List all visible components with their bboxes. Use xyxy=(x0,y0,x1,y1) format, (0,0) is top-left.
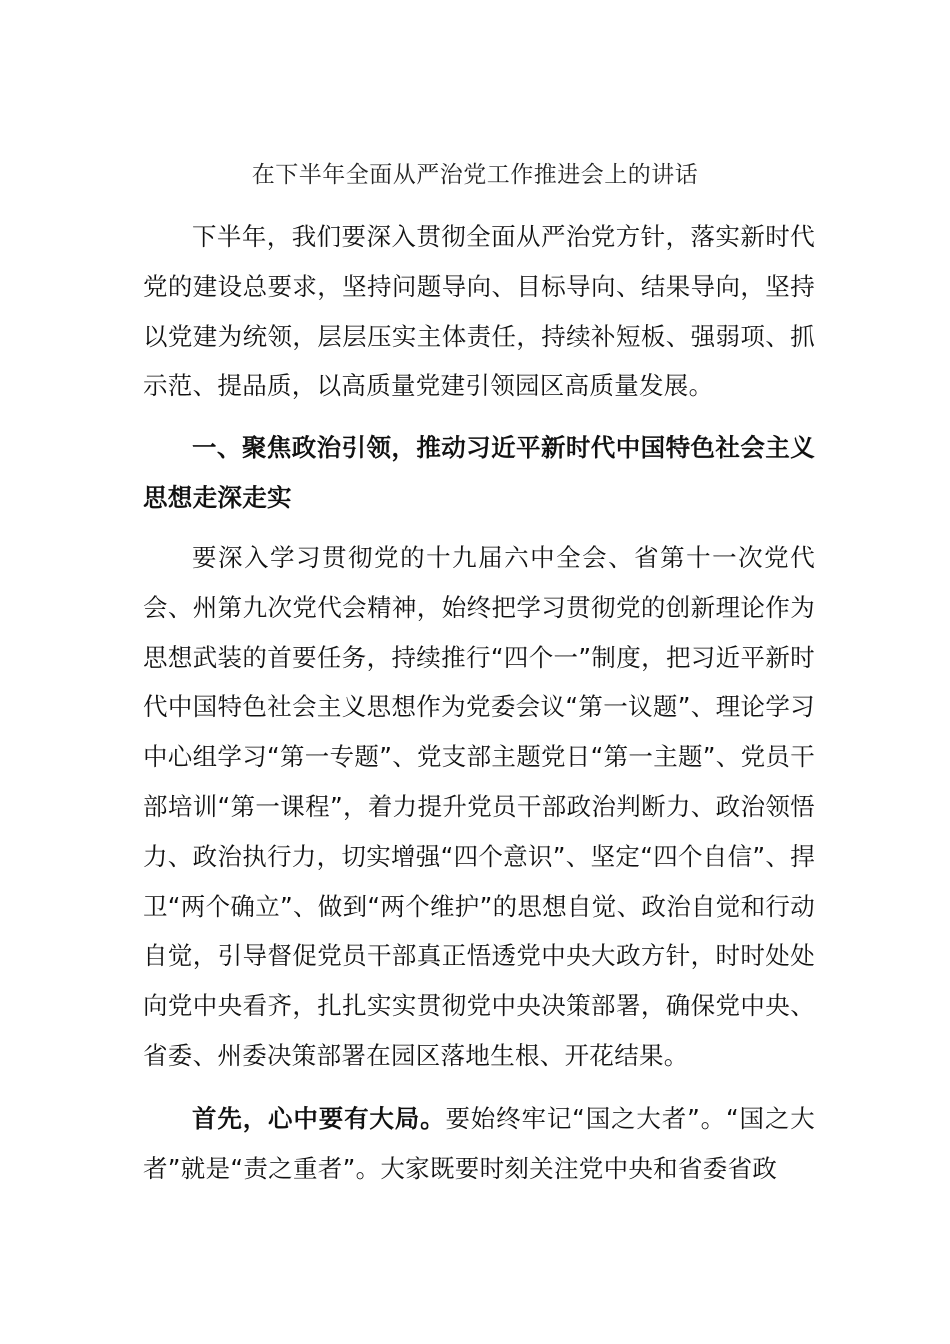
point-text: 要始终牢记“国之大者”。“国之大者”就是“责之重者”。大家既要时刻关注党中央和省委省政 xyxy=(143,1104,815,1183)
section-body-paragraph: 要深入学习贯彻党的十九届六中全会、省第十一次党代会、州第九次党代会精神，始终把学习贯彻党的创新理论作为思想武装的首要任务，持续推行“四个一”制度，把习近平新时代中国特色社会主义思想作为党委会议“第一议题”、理论学习中心组学习“第一专题”、党支部主题党日“第一主题”、党员干部培训“第一课程”，着力提升党员干部政治判断力、政治领悟力、政治执行力，切实增强“四个意识”、坚定“四个自信”、捍卫“两个确立”、做到“两个维护”的思想自觉、政治自觉和行动自觉，引导督促党员干部真正悟透党中央大政方针，时时处处向党中央看齐，扎扎实实贯彻党中央决策部署，确保党中央、省委、州委决策部署在园区落地生根、开花结果。 xyxy=(143,543,815,1070)
point-lead: 首先，心中要有大局。 xyxy=(192,1104,446,1133)
section-heading: 一、聚焦政治引领，推动习近平新时代中国特色社会主义思想走深走实 xyxy=(143,433,815,512)
point-paragraph xyxy=(143,1094,815,1194)
intro-paragraph: 下半年，我们要深入贯彻全面从严治党方针，落实新时代党的建设总要求，坚持问题导向、目标导向、结果导向，坚持以党建为统领，层层压实主体责任，持续补短板、强弱项、抓示范、提品质，以高质量党建引领园区高质量发展。 xyxy=(143,222,815,401)
document-title: 在下半年全面从严治党工作推进会上的讲话 xyxy=(251,162,699,188)
